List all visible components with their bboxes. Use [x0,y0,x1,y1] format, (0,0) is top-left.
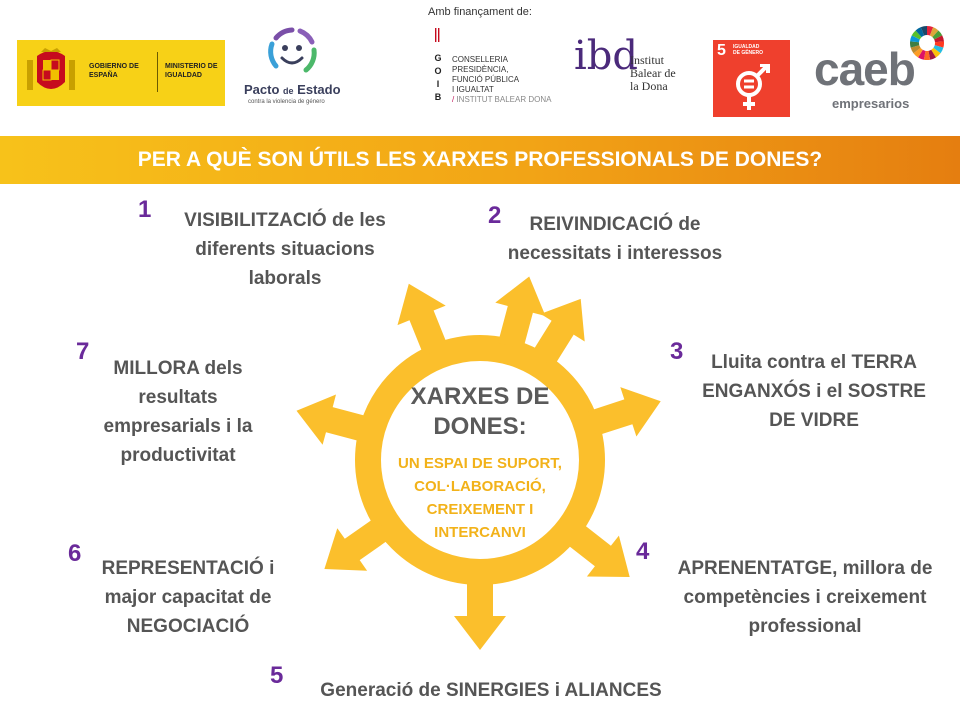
benefit-number-2: 2 [488,202,502,229]
ibd-mark: ibd [574,33,639,79]
goib-letters: G O I B [434,53,442,102]
caeb-name: caeb [814,43,915,95]
benefit-number-6: 6 [68,540,82,567]
radial-arrow-5 [454,578,506,650]
benefit-2-reivindicacio: REIVINDICACIÓ de necessitats i interessos [507,214,723,264]
radial-arrow-1 [398,284,448,356]
pacto-subtitle: contra la violencia de género [248,99,325,105]
benefit-number-3: 3 [670,338,684,365]
benefit-number-1: 1 [138,196,152,223]
benefit-4-aprenentatge: APRENENTATGE, millora de competències i creixement professional [677,558,933,637]
benefit-number-7: 7 [76,338,90,365]
radial-arrow-7 [297,395,370,445]
funding-label: Amb finançament de: [428,6,532,18]
radial-arrow-8 [495,277,545,350]
center-subtitle: UN ESPAI DE SUPORT, COL·LABORACIÓ, CREIXEMENT I INTERCANVI [398,455,562,541]
benefit-number-5: 5 [270,662,284,689]
ministerio-label: MINISTERIO DE IGUALDAD [165,63,218,79]
pacto-name: Pacto de Estado [244,82,341,97]
center-title: XARXES DE DONES: [410,383,550,440]
caeb-subtitle: empresarios [832,96,910,111]
benefit-number-4: 4 [636,538,650,565]
benefit-1-visibilitzacio: VISIBILITZACIÓ de les diferents situacions laborals [184,210,386,289]
benefit-5-sinergies: Generació de SINERGIES i ALIANCES [320,680,662,701]
ibd-name: Institut Balear de la Dona [630,53,676,93]
benefit-3-terra-enganxos: Lluita contra el TERRA ENGANXÓS i el SOSTRE DE VIDRE [702,352,926,431]
ods-label: IGUALDAD DE GÉNERO [733,44,764,56]
banner-title: PER A QUÈ SON ÚTILS LES XARXES PROFESSIONALS DE DONES? [137,148,823,171]
gobierno-label: GOBIERNO DE ESPAÑA [89,63,139,79]
goib-conselleria-text: CONSELLERIA PRESIDÈNCIA, FUNCIÓ PÚBLICA I IGUALTAT / INSTITUT BALEAR DONA [452,55,552,104]
benefit-6-representacio: REPRESENTACIÓ i major capacitat de NEGOCIACIÓ [101,558,275,637]
benefit-7-millora: MILLORA dels resultats empresarials i la productivitat [103,358,253,466]
radial-arrow-3 [588,387,661,436]
ods-number: 5 [717,42,726,59]
